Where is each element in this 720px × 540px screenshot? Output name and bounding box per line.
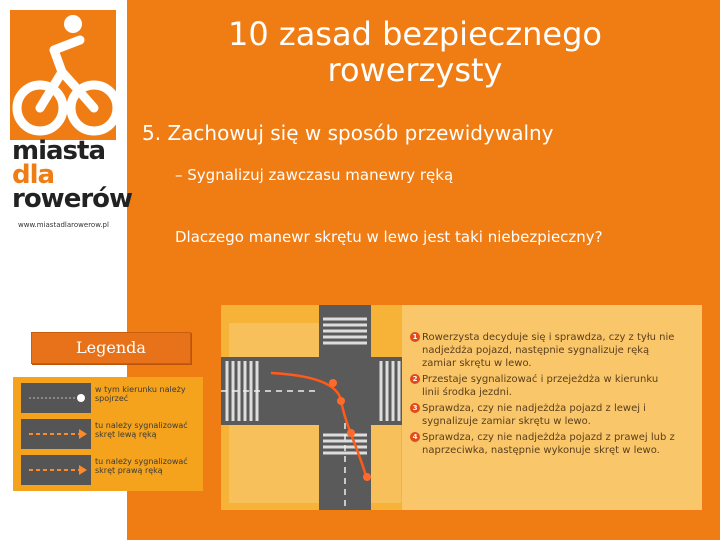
left-signal-arrow-icon [21, 419, 91, 449]
step-text: Przestaje sygnalizować i przejeżdża w kierunku linii środka jezdni. [422, 374, 659, 398]
step-number-badge: 1 [410, 332, 420, 342]
legend-right-tile [21, 455, 91, 485]
legend-look-tile [21, 383, 91, 413]
cyclist-logo-icon [10, 10, 116, 140]
logo-url: www.miastadlarowerow.pl [18, 221, 109, 229]
legend-item-look: w tym kierunku należy spojrzeć [95, 385, 186, 403]
step-number-badge: 2 [410, 374, 420, 384]
step-number-badge: 4 [410, 432, 420, 442]
step-4 [410, 431, 675, 457]
step-text: Sprawdza, czy nie nadjeżdża pojazd z prawej lub z naprzeciwka, następnie wykonuje skręt w lewo. [422, 432, 675, 456]
legend-item-right: tu należy sygnalizować skręt prawą ręką [95, 457, 188, 475]
step-1 [410, 331, 675, 370]
bullet-main: 5. Zachowuj się w sposób przewidywalny [142, 121, 554, 145]
logo-word-miasta: miasta [12, 136, 105, 166]
step-text: Sprawdza, czy nie nadjeżdża pojazd z lewej i sygnalizuje zamiar skrętu w lewo. [422, 403, 646, 427]
diagram-steps [410, 331, 675, 460]
logo-word-dla: dla [12, 160, 55, 190]
legend-button[interactable]: Legenda [31, 332, 191, 364]
look-direction-icon [21, 383, 91, 413]
step-2 [410, 373, 675, 399]
step-number-badge: 3 [410, 403, 420, 413]
bullet-sub: – Sygnalizuj zawczasu manewry ręką [175, 166, 454, 184]
slide-title: 10 zasad bezpiecznego rowerzysty [228, 15, 602, 89]
right-signal-arrow-icon [21, 455, 91, 485]
step-text: Rowerzysta decyduje się i sprawdza, czy z tyłu nie nadjeżdża pojazd, następnie sygnalizuje ręką zamiar skrętu w lewo. [422, 332, 675, 369]
legend-panel [13, 377, 203, 491]
step-3 [410, 402, 675, 428]
logo-word-rowerow: rowerów [12, 184, 133, 214]
legend-left-tile [21, 419, 91, 449]
legend-item-left: tu należy sygnalizować skręt lewą ręką [95, 421, 188, 439]
question-text: Dlaczego manewr skrętu w lewo jest taki niebezpieczny? [175, 228, 603, 246]
logo [10, 10, 133, 229]
